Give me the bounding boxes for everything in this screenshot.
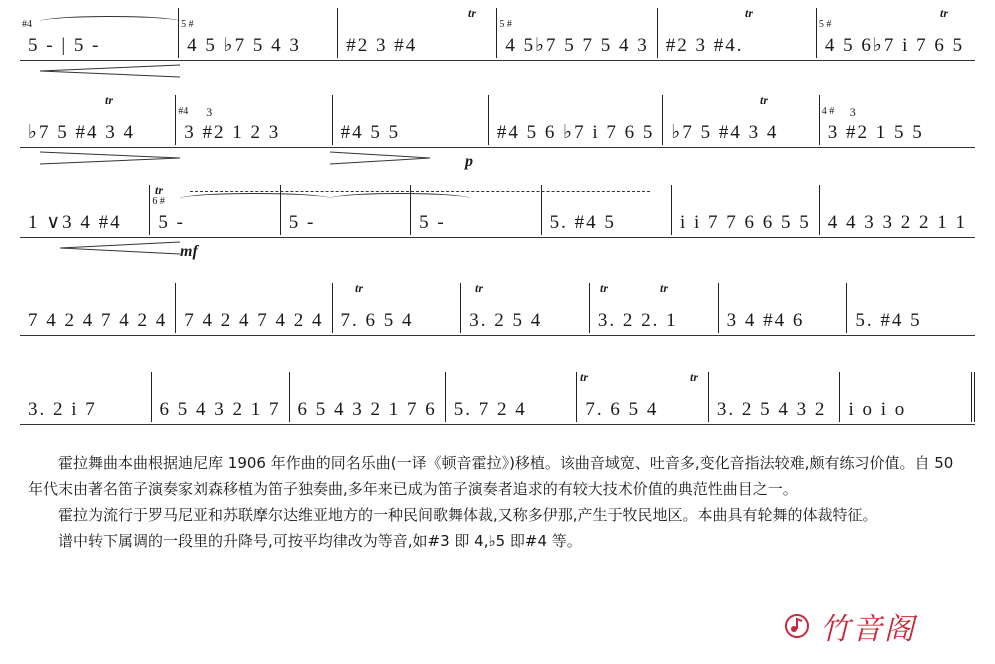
notes: 5 - [419, 212, 446, 233]
notes: 5. 7 2 4 [453, 399, 527, 420]
notes: #2 3 #4 [346, 35, 418, 56]
notes: #2 3 #4. [665, 35, 744, 56]
beam-line [20, 237, 975, 238]
key-signature: 5 # [499, 19, 512, 30]
trill-mark: tr [155, 183, 164, 197]
key-signature: 4 # [821, 106, 835, 117]
notes: 5 - [288, 212, 316, 233]
measure [496, 8, 656, 58]
measure [20, 372, 151, 422]
notes: 4 4 3 3 2 2 1 1 [827, 212, 968, 233]
notes: 4 5 6♭7 i 7 6 5 [824, 35, 965, 56]
notes: 7. 6 5 4 [585, 399, 659, 420]
notes: ♭7 5 #4 3 4 [671, 122, 779, 143]
measure [589, 283, 718, 333]
measure [816, 8, 975, 58]
measure [175, 283, 331, 333]
measure [671, 185, 819, 235]
measure [289, 372, 445, 422]
notes: 3. 2 5 4 [469, 310, 543, 331]
measure [846, 283, 975, 333]
dynamic-marking: mf [180, 243, 198, 260]
slur-mark [330, 193, 470, 204]
trill-mark: tr [660, 281, 669, 295]
notes: 5. #4 5 [855, 310, 922, 331]
hairpin-marking [330, 151, 430, 165]
measure [20, 283, 175, 333]
measure [819, 95, 975, 145]
watermark-logo [784, 604, 916, 648]
measure [332, 283, 461, 333]
measure [819, 185, 975, 235]
notes: 6 5 4 3 2 1 7 [159, 399, 281, 420]
measure [662, 95, 818, 145]
trill-mark: tr [745, 6, 754, 20]
notes: #4 5 5 [340, 122, 401, 143]
description-text [28, 450, 973, 554]
measure [718, 283, 847, 333]
measure [657, 8, 816, 58]
measure [178, 8, 337, 58]
key-signature: 6 # [152, 196, 165, 207]
notes: 6 5 4 3 2 1 7 6 [297, 399, 437, 420]
staff-row [20, 372, 975, 432]
notes: ♭7 5 #4 3 4 [28, 122, 135, 143]
dynamic-marking: p [465, 153, 473, 170]
trill-extension-line [190, 191, 650, 192]
notes: i i 7 7 6 6 5 5 [679, 212, 811, 233]
paragraph-note: 谱中转下属调的一段里的升降号,可按平均律改为等音,如#3 即 4,♭5 即#4 等。 [58, 532, 582, 550]
measure [488, 95, 663, 145]
notes: 3. 2 i 7 [28, 399, 97, 420]
music-note-logo-icon [784, 613, 810, 639]
trill-mark: tr [760, 93, 769, 107]
notes: 5 - | 5 - [28, 35, 101, 56]
notes: #4 5 6 ♭7 i 7 6 5 [496, 122, 655, 143]
trill-mark: tr [468, 6, 477, 20]
beam-line [20, 424, 975, 425]
hairpin-marking [60, 241, 180, 255]
measure [332, 95, 488, 145]
notes: 3. 2 5 4 3 2 [716, 399, 827, 420]
staff-row [20, 283, 975, 343]
notes: 3 #2 1 5 5 [827, 122, 924, 143]
notes: 5. #4 5 [549, 212, 616, 233]
measure [576, 372, 708, 422]
key-signature: #4 [22, 19, 32, 30]
key-signature: #4 [178, 106, 189, 117]
measure [20, 185, 149, 235]
measure-group [20, 372, 975, 422]
trill-mark: tr [475, 281, 484, 295]
tuplet-mark: 3 [849, 105, 856, 119]
staff-row [20, 95, 975, 170]
paragraph-hora: 霍拉为流行于罗马尼亚和苏联摩尔达维亚地方的一种民间歌舞体裁,又称多伊那,产生于牧民地区。本曲具有轮舞的体裁特征。 [58, 506, 878, 524]
hairpin-marking [40, 151, 180, 165]
measure-group [20, 185, 975, 235]
measure [20, 95, 175, 145]
beam-line [20, 147, 975, 148]
staff-row [20, 185, 975, 260]
notes: 3 4 #4 6 [726, 310, 805, 331]
measure [445, 372, 577, 422]
measure [175, 95, 331, 145]
trill-mark: tr [600, 281, 609, 295]
trill-mark: tr [105, 93, 114, 107]
paragraph-intro: 霍拉舞曲本曲根据迪尼库 1906 年作曲的同名乐曲(一译《顿音霍拉》)移植。该曲音域宽、吐音多,变化音指法较难,颇有练习价值。自 50 年代末由著名笛子演奏家刘森移植为笛子独奏曲,多年来已成为笛子演奏者追求的有较大技术价值的典范性曲目之一。 [28, 454, 954, 498]
measure-group [20, 283, 975, 333]
notes: 1 ∨3 4 #4 [28, 212, 122, 233]
notes: 4 5♭7 5 7 5 4 3 [505, 35, 649, 56]
hairpin-marking [40, 64, 180, 78]
logo-text: 竹音阁 [820, 612, 916, 647]
measure [410, 185, 540, 235]
measure [708, 372, 840, 422]
trill-mark: tr [690, 370, 699, 384]
tuplet-mark: 3 [206, 105, 213, 119]
notes: i o i o [848, 399, 907, 420]
notes: 7 4 2 4 7 4 2 4 [184, 310, 324, 331]
measure-group [20, 95, 975, 145]
key-signature: 5 # [818, 19, 832, 30]
notes: 3. 2 2. 1 [597, 310, 678, 331]
notes: 7. 6 5 4 [340, 310, 414, 331]
measure [541, 185, 671, 235]
trill-mark: tr [580, 370, 589, 384]
trill-mark: tr [940, 6, 949, 20]
notes: 7 4 2 4 7 4 2 4 [28, 310, 168, 331]
notes: 5 - [158, 212, 185, 233]
notes: 3 #2 1 2 3 [184, 122, 281, 143]
measure [839, 372, 975, 422]
beam-line [20, 60, 975, 61]
measure-group [20, 8, 975, 58]
beam-line [20, 335, 975, 336]
measure [151, 372, 289, 422]
trill-mark: tr [355, 281, 364, 295]
notes: 4 5 ♭7 5 4 3 [187, 35, 301, 56]
slur-mark [40, 16, 180, 27]
key-signature: 5 # [181, 19, 194, 30]
slur-mark [180, 193, 330, 204]
